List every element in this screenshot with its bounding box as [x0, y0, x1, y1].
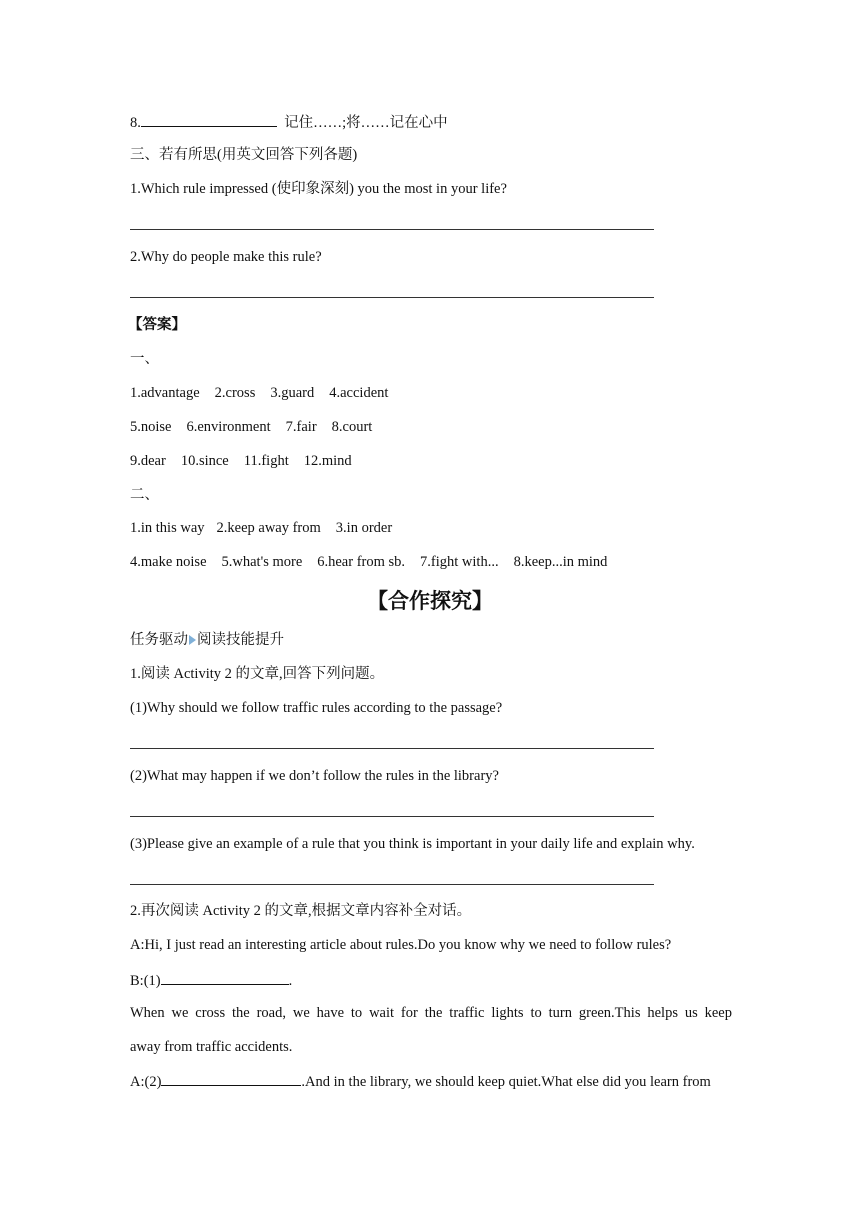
answer-item: 10.since — [180, 453, 229, 469]
task1-question-3: (3)Please give an example of a rule that you think is important in your daily life and explain why. — [130, 836, 695, 852]
dialog-a2 — [130, 1070, 711, 1092]
task-label — [130, 630, 284, 650]
answer-item: 9.dear — [130, 453, 166, 469]
answer-line — [130, 816, 654, 817]
answers-row — [130, 451, 352, 471]
answer-item: 1.in this way — [130, 520, 205, 536]
dialog-suffix: .And in the library, we should keep quiet.What else did you learn from — [301, 1074, 711, 1090]
task2-intro: 2.再次阅读 Activity 2 的文章,根据文章内容补全对话。 — [130, 903, 472, 919]
answer-item: 6.hear from sb. — [317, 554, 406, 570]
task1-intro: 1.阅读 Activity 2 的文章,回答下列问题。 — [130, 666, 385, 682]
answer-line — [130, 884, 654, 885]
answer-item: 4.accident — [329, 385, 389, 401]
answer-item: 2.keep away from — [216, 520, 321, 536]
answer-line — [130, 748, 654, 749]
answer-blank — [161, 969, 289, 985]
answer-item: 5.what's more — [221, 554, 303, 570]
answer-item: 3.in order — [335, 520, 393, 536]
task1-question-2: (2)What may happen if we don’t follow the rules in the library? — [130, 768, 499, 784]
answer-blank — [161, 1070, 301, 1086]
answer-item: 6.environment — [186, 419, 271, 435]
answer-item: 7.fair — [285, 419, 317, 435]
answers-row — [130, 518, 392, 538]
section-title: 三、若有所思(用英文回答下列各题) — [130, 147, 358, 163]
answers-title: 【答案】 — [128, 317, 186, 333]
answer-item: 12.mind — [303, 453, 352, 469]
dialog-prefix: A:(2) — [130, 1074, 162, 1090]
answer-item: 3.guard — [270, 385, 315, 401]
answers-row — [130, 417, 372, 437]
answers-row — [130, 383, 388, 403]
answer-blank — [141, 111, 277, 127]
dialog-a1: A:Hi, I just read an interesting article about rules.Do you know why we need to follow rules? — [130, 937, 672, 953]
answers-row — [130, 552, 607, 572]
dialog-suffix: . — [288, 973, 293, 989]
item-text: 记住……;将……记在心中 — [284, 115, 448, 131]
item-number: 8. — [130, 115, 141, 131]
answer-item: 5.noise — [130, 419, 172, 435]
dialog-prefix: B:(1) — [130, 973, 161, 989]
task-label-right: 阅读技能提升 — [197, 632, 284, 648]
arrow-right-icon — [189, 635, 196, 645]
answers-section-1-label: 一、 — [130, 351, 159, 367]
task-label-left: 任务驱动 — [130, 632, 188, 648]
dialog-b1-continued-line-1: When we cross the road, we have to wait for the traffic lights to turn green.This helps us keep — [130, 1005, 732, 1021]
answer-item: 8.court — [331, 419, 373, 435]
answer-line — [130, 229, 654, 230]
answer-line — [130, 297, 654, 298]
question-1: 1.Which rule impressed (使印象深刻) you the most in your life? — [130, 181, 507, 197]
answer-item: 4.make noise — [130, 554, 207, 570]
section-heading: 【合作探究】 — [367, 589, 493, 613]
dialog-b1 — [130, 969, 292, 991]
question-2: 2.Why do people make this rule? — [130, 249, 322, 265]
answer-item: 7.fight with... — [420, 554, 499, 570]
vocab-item-8 — [130, 111, 448, 133]
answer-item: 1.advantage — [130, 385, 200, 401]
task1-question-1: (1)Why should we follow traffic rules according to the passage? — [130, 700, 503, 716]
answer-item: 2.cross — [214, 385, 256, 401]
dialog-b1-continued-line-2: away from traffic accidents. — [130, 1039, 293, 1055]
answer-item: 11.fight — [243, 453, 289, 469]
answer-item: 8.keep...in mind — [513, 554, 608, 570]
answers-section-2-label: 二、 — [130, 487, 159, 503]
